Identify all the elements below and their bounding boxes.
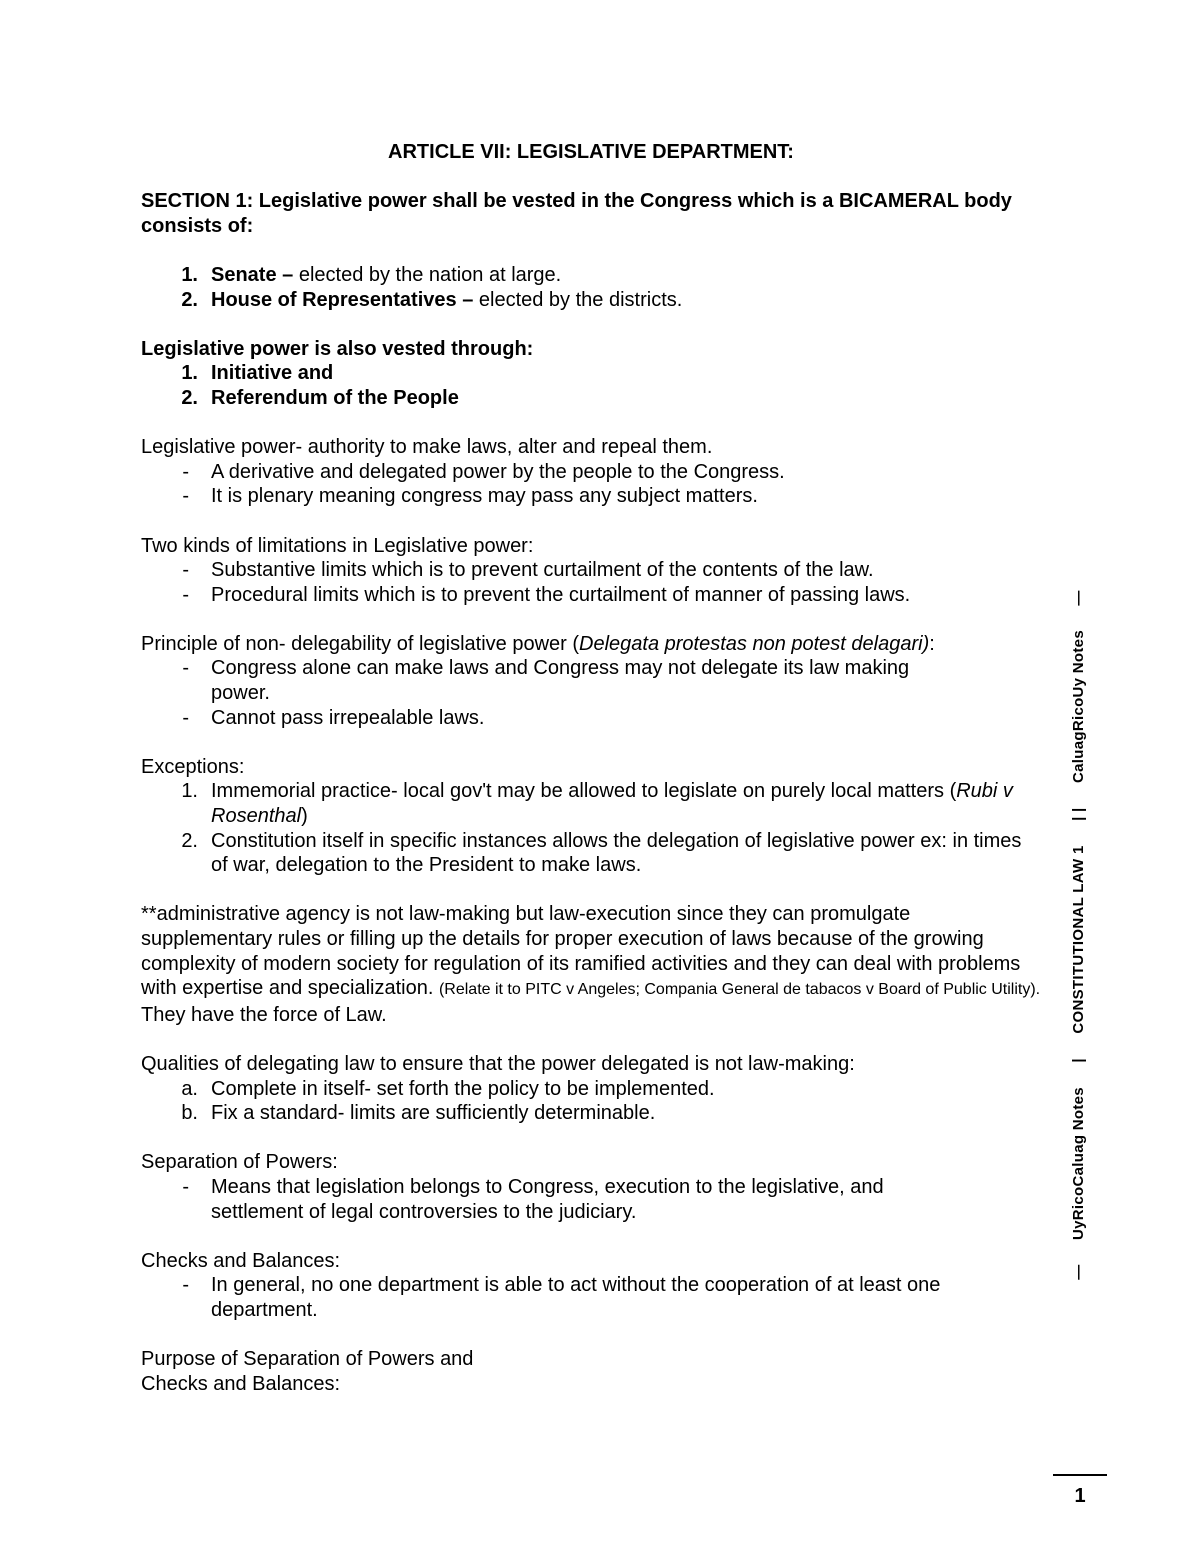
list-item: - A derivative and delegated power by the people to the Congress. [182,460,785,483]
sidebar-text: — UyRicoCaluag Notes | CONSTITUTIONAL LAW 1 | | CaluagRicoUy Notes — [1070,590,1087,1280]
list-item: - Means that legislation belongs to Congress, execution to the legislative, and settlement of legal controversies to the judiciary. [182,1175,884,1223]
purpose-heading-line1: Purpose of Separation of Powers and [141,1348,474,1371]
exceptions-heading: Exceptions: [141,755,245,778]
list-item: 1. Initiative and [181,362,334,385]
list-item: 2. Referendum of the People [181,386,459,409]
sidebar-header [1062,575,1102,1295]
list-item: 1. Immemorial practice- local gov't may be allowed to legislate on purely local matters (Rubi v Rosenthal) [181,780,1013,828]
limitations-heading: Two kinds of limitations in Legislative power: [141,534,534,557]
footer-divider [1053,1474,1107,1476]
qualities-heading: Qualities of delegating law to ensure that the power delegated is not law-making: [141,1052,855,1075]
list-item: - In general, no one department is able to act without the cooperation of at least one department. [182,1274,941,1321]
list-item: a. Complete in itself- set forth the policy to be implemented. [181,1077,715,1100]
list-item: - It is plenary meaning congress may pass any subject matters. [182,485,758,508]
document-body [141,140,1041,1396]
list-item: - Cannot pass irrepealable laws. [182,706,485,729]
list-item: - Substantive limits which is to prevent curtailment of the contents of the law. [182,559,874,582]
nondelegability-heading: Principle of non- delegability of legislative power (Delegata protestas non potest delagari): [141,632,935,655]
list-item: 2. House of Representatives – elected by the districts. [181,288,683,311]
list-item: - Procedural limits which is to prevent the curtailment of manner of passing laws. [182,583,911,606]
list-item: b. Fix a standard- limits are sufficiently determinable. [181,1102,656,1125]
list-item: 2. Constitution itself in specific instances allows the delegation of legislative power ex: in times of war, delegation to the President to make laws. [181,829,1022,877]
list-item: 1. Senate – elected by the nation at large. [181,263,562,286]
definition-heading: Legislative power- authority to make laws, alter and repeal them. [141,436,713,459]
vested-heading: Legislative power is also vested through: [141,337,534,360]
separation-heading: Separation of Powers: [141,1151,338,1174]
purpose-heading-line2: Checks and Balances: [141,1372,341,1395]
list-item: - Congress alone can make laws and Congress may not delegate its law making power. [182,657,910,705]
admin-note: **administrative agency is not law-making but law-execution since they can promulgate supplementary rules or filling up the details for proper execution of laws because of the growing complexity of modern society for regulation of its ramified activities and they can deal with problems with expertise and specialization. (Relate it to PITC v Angeles; Compania General de tabacos v Board of Public Utility). They have the force of Law. [141,903,1041,1026]
section1-heading: SECTION 1: Legislative power shall be vested in the Congress which is a BICAMERAL body consists of: [141,190,1012,237]
checks-heading: Checks and Balances: [141,1249,341,1272]
page-title: ARTICLE VII: LEGISLATIVE DEPARTMENT: [388,141,794,163]
page-number: 1 [1074,1485,1086,1507]
